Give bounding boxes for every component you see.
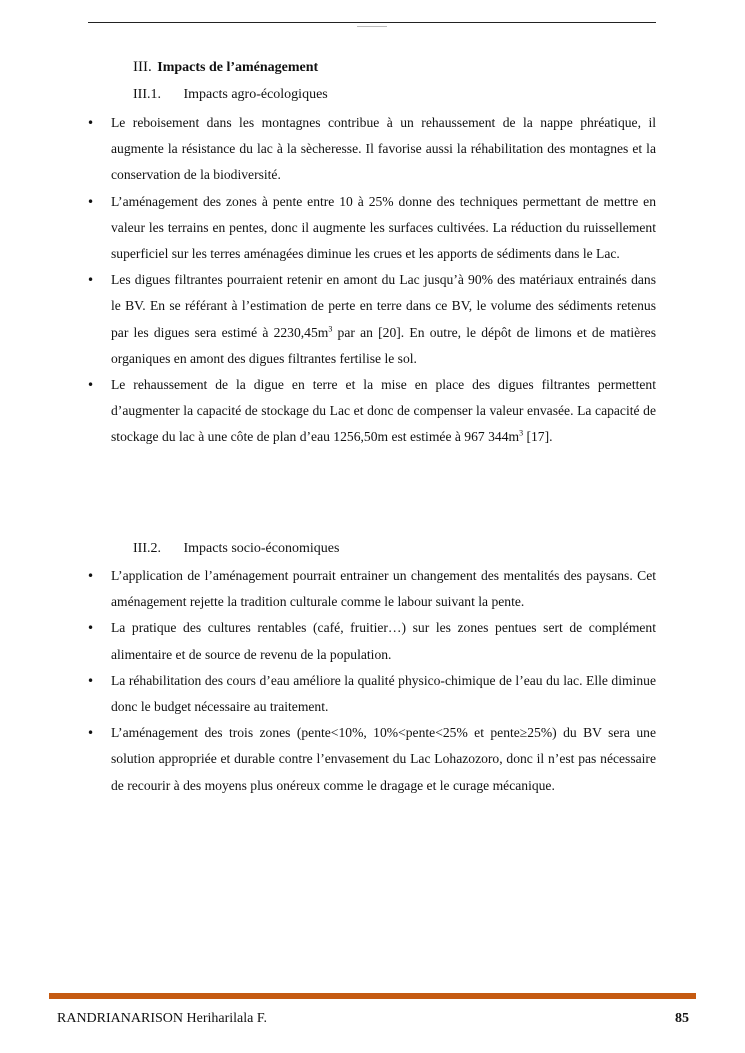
list-item-text: Les digues filtrantes pourraient retenir en amont du Lac jusqu’à 90% des matériaux entrainés dans le BV. En se référant à l’estimation de perte en terre dans ce BV, le volume des sédiments retenus par les digues sera estimé à 2230,45m — [111, 272, 656, 340]
subsection-number: III.1. — [133, 87, 161, 102]
list-item-text: L’aménagement des zones à pente entre 10 à 25% donne des techniques permettant de mettre en valeur les terrains en pentes, donc il augmente les surfaces cultivées. La réduction du ruissellement superficiel sur les terres aménagées diminue les crues et les apports de sédiments dans le Lac. — [111, 193, 656, 262]
list-item-text: La réhabilitation des cours d’eau améliore la qualité physico-chimique de l’eau du lac. Elle diminue donc le budget nécessaire au traitement. — [111, 672, 656, 715]
section-number: III. — [133, 59, 152, 75]
subsection-heading-socio — [133, 541, 339, 557]
superscript: 3 — [328, 324, 333, 334]
list-item — [86, 615, 656, 667]
list-item — [86, 110, 656, 189]
list-item-text: L’application de l’aménagement pourrait entrainer un changement des mentalités des paysans. Cet aménagement rejette la tradition culturale comme le labour suivant la pente. — [111, 568, 656, 610]
subsection-title: Impacts agro-écologiques — [183, 87, 328, 102]
section-title: Impacts de l’aménagement — [157, 60, 319, 75]
list-item-text: Le reboisement dans les montagnes contribue à un rehaussement de la nappe phréatique, il augmente la résistance du lac à la sècheresse. Il favorise aussi la réhabilitation des montagnes et la conservation de la biodiversité. — [111, 115, 656, 183]
section-heading — [133, 59, 318, 76]
list-item-text: Le rehaussement de la digue en terre et la mise en place des digues filtrantes permettent d’augmenter la capacité de stockage du Lac et donc de compenser la valeur envasée. La capacité de stockage du lac à une côte de plan d’eau 1256,50m est estimée à 967 344m — [111, 377, 656, 445]
list-item — [86, 372, 656, 451]
list-item — [86, 189, 656, 268]
page-number: 85 — [675, 1011, 689, 1026]
footer-author: RANDRIANARISON Heriharilala F. — [57, 1011, 268, 1026]
list-item — [86, 267, 656, 372]
list-item-text: par an [20]. En outre, le dépôt de limons et de matières organiques en amont des digues filtrantes fertilise le sol. — [111, 324, 657, 366]
list-item-text: L’aménagement des trois zones (pente<10%, 10%<pente<25% et pente≥25%) du BV sera une solution appropriée et durable contre l’envasement du Lac Lohazozoro, donc il n’est pas nécessaire de recourir à des moyens plus onéreux comme le dragage et le curage mécanique. — [111, 725, 656, 793]
subsection-title: Impacts socio-économiques — [183, 541, 340, 556]
list-item — [86, 720, 656, 799]
footer-bar — [49, 993, 696, 999]
header-rule-mark — [357, 26, 387, 27]
list-item-text: [17]. — [523, 429, 553, 445]
socio-impacts-list — [86, 563, 656, 799]
superscript: 3 — [519, 428, 524, 438]
agro-impacts-list — [86, 110, 656, 451]
list-item — [86, 563, 656, 615]
subsection-number: III.2. — [133, 541, 161, 556]
list-item-text: La pratique des cultures rentables (café, fruitier…) sur les zones pentues sert de complément alimentaire et de source de revenu de la population. — [111, 620, 656, 662]
list-item — [86, 668, 656, 720]
header-rule — [88, 22, 656, 23]
subsection-heading-agro — [133, 87, 328, 103]
